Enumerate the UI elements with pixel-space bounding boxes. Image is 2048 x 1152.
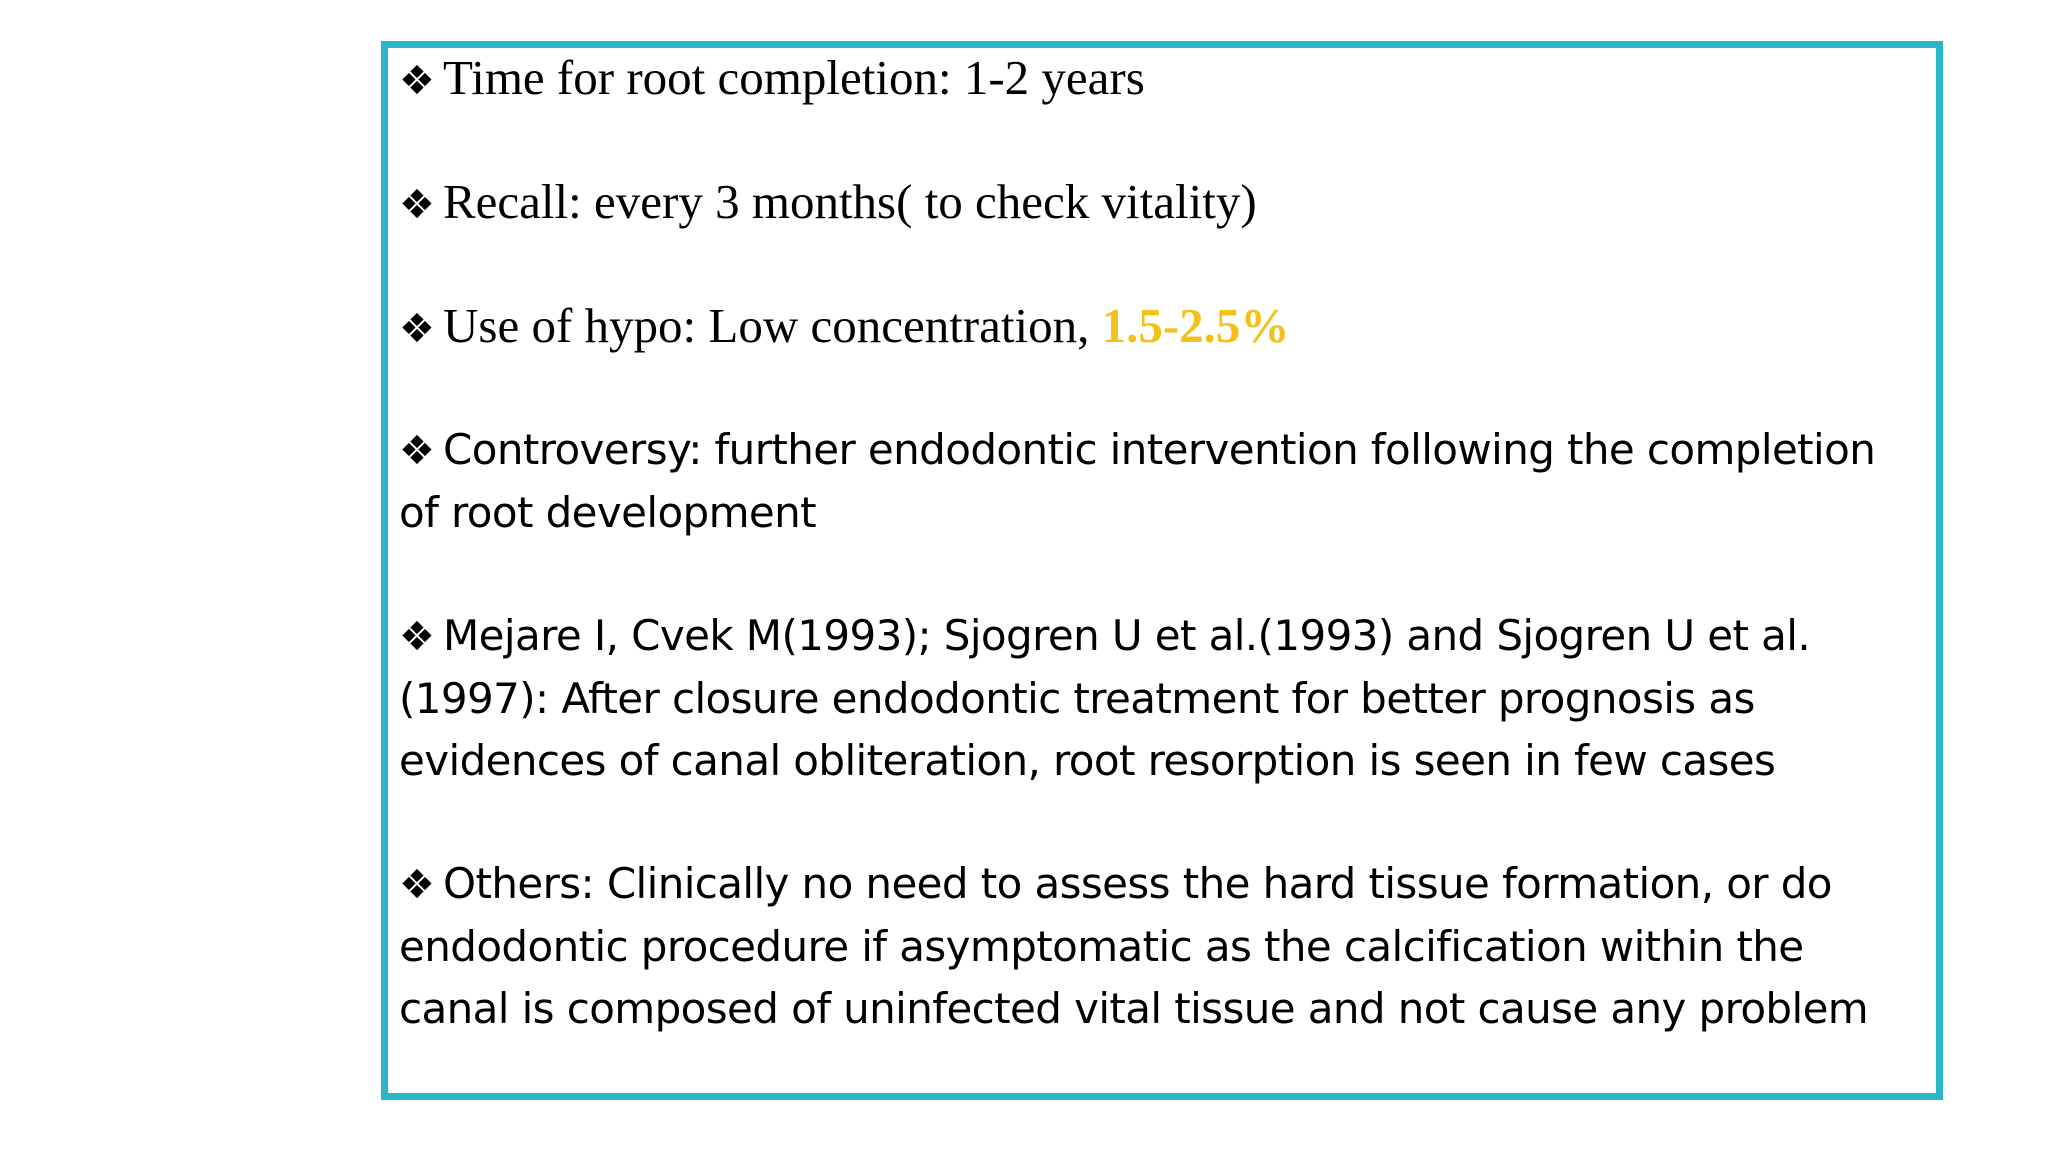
bullet-item-text-line: of root development bbox=[399, 488, 817, 537]
bullet-item-text-line: canal is composed of uninfected vital tissue and not cause any problem bbox=[399, 984, 1869, 1033]
diamond-bullet-icon: ❖ bbox=[399, 428, 435, 474]
bullet-item-hypo-concentration bbox=[399, 295, 1939, 360]
bullet-item-text: Time for root completion: 1-2 years bbox=[443, 50, 1145, 105]
bullet-item-mejare-cvek bbox=[399, 605, 1939, 792]
bullet-item-controversy bbox=[399, 419, 1939, 544]
diamond-bullet-icon: ❖ bbox=[399, 862, 435, 908]
bullet-item-text: Use of hypo: Low concentration, bbox=[443, 298, 1102, 353]
bullet-item-text-line: Mejare I, Cvek M(1993); Sjogren U et al.(1993) and Sjogren U et al. bbox=[443, 611, 1811, 660]
diamond-bullet-icon: ❖ bbox=[399, 182, 435, 228]
highlight-concentration-value: 1.5-2.5% bbox=[1101, 298, 1290, 353]
diamond-bullet-icon: ❖ bbox=[399, 306, 435, 352]
bullet-item-text-line: (1997): After closure endodontic treatment for better prognosis as bbox=[399, 674, 1755, 723]
bullet-item-text-line: evidences of canal obliteration, root resorption is seen in few cases bbox=[399, 736, 1776, 785]
bullet-item-text-line: Others: Clinically no need to assess the hard tissue formation, or do bbox=[443, 859, 1832, 908]
bullet-item-root-completion bbox=[399, 47, 1939, 112]
bullet-item-recall bbox=[399, 171, 1939, 236]
diamond-bullet-icon: ❖ bbox=[399, 58, 435, 104]
diamond-bullet-icon: ❖ bbox=[399, 614, 435, 660]
bullet-item-text: Recall: every 3 months( to check vitality) bbox=[443, 174, 1257, 229]
bullet-item-text-line: endodontic procedure if asymptomatic as the calcification within the bbox=[399, 922, 1804, 971]
bullet-item-text-line: Controversy: further endodontic intervention following the completion bbox=[443, 425, 1876, 474]
bullet-item-others bbox=[399, 853, 1939, 1040]
